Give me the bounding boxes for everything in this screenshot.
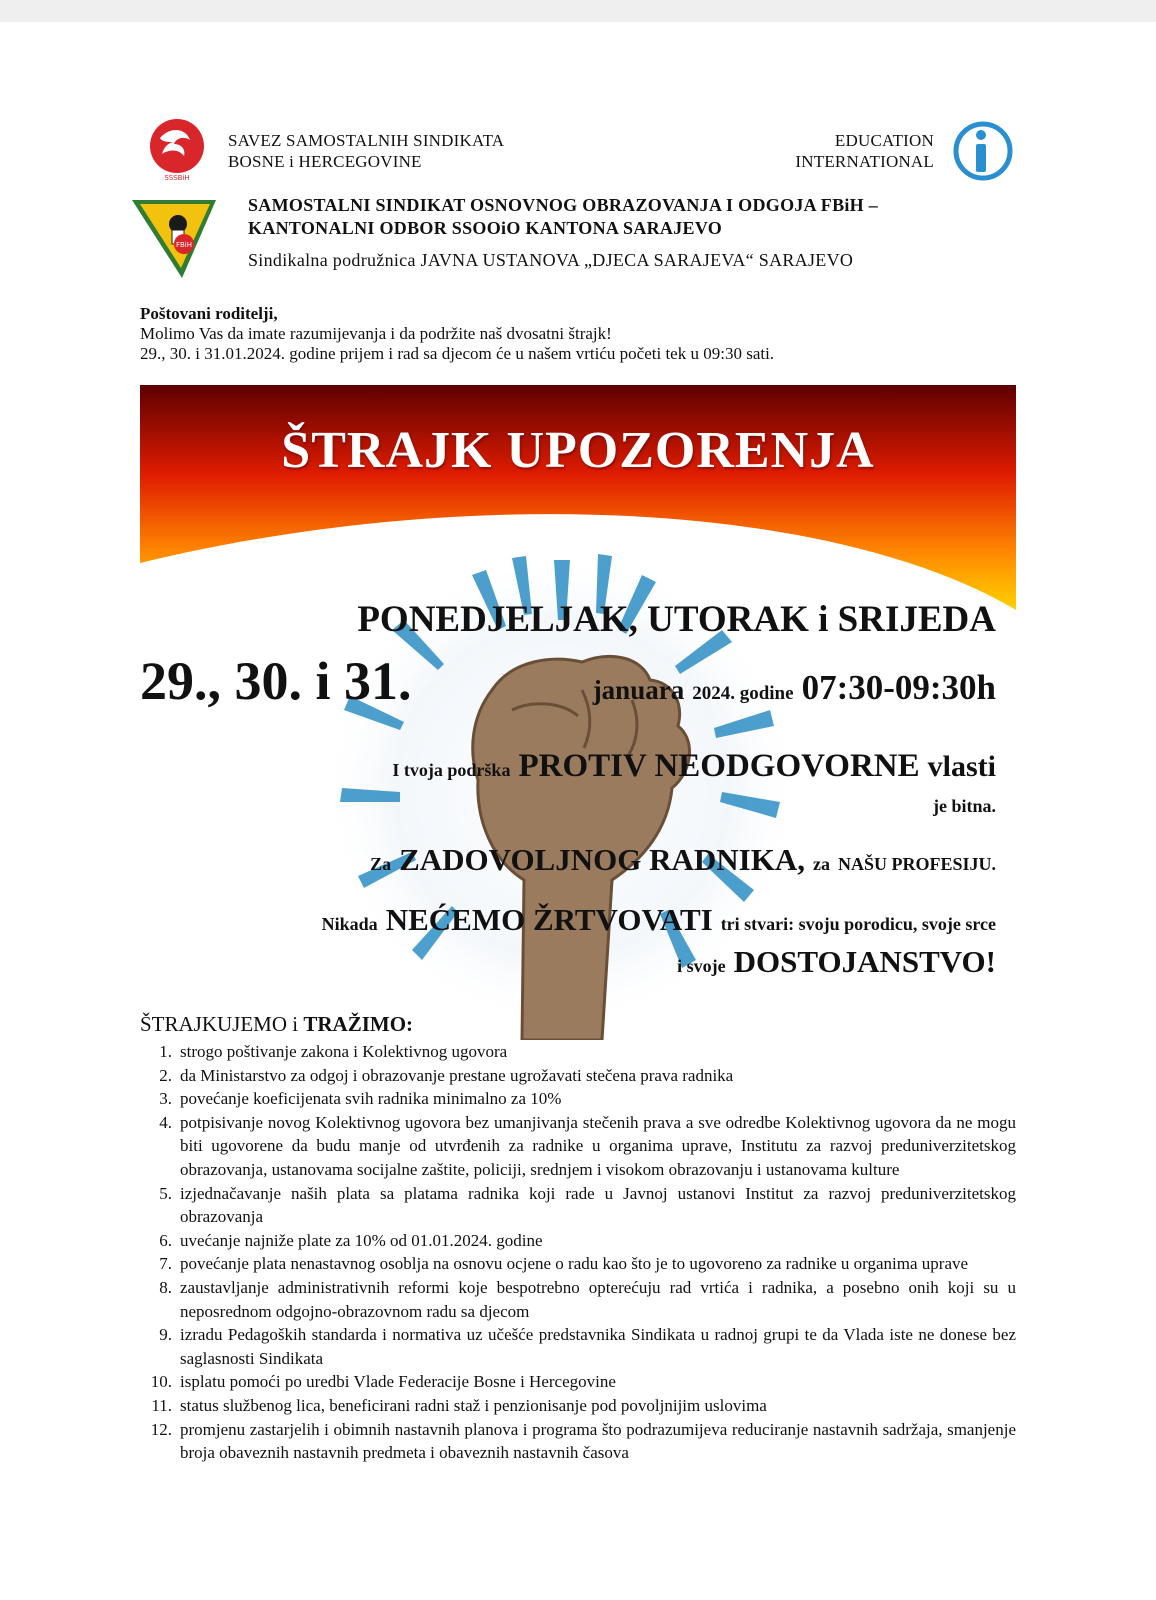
- demands-title-bold: TRAŽIMO:: [303, 1012, 414, 1036]
- support-prefix: I tvoja podrška: [392, 760, 511, 780]
- worker-mid: za: [812, 854, 830, 874]
- ei-name-line1: EDUCATION: [834, 131, 934, 150]
- education-international-logo-icon: [952, 120, 1014, 182]
- branch-logo-text: FBiH: [175, 241, 193, 249]
- never-rest: tri stvari: svoju porodicu, svoje srce: [720, 914, 996, 934]
- ei-name-line2: INTERNATIONAL: [795, 152, 934, 171]
- demand-item: 9. izradu Pedagoških standarda i normativa uz učešće predstavnika Sindikata u radnoj grupi te da Vlada iste ne donese bez saglasnosti Sindikata: [159, 1325, 1016, 1368]
- top-status-strip: [0, 0, 1156, 22]
- organization-subtitle: Sindikalna podružnica JAVNA USTANOVA „DJECA SARAJEVA“ SARAJEVO: [248, 250, 854, 270]
- demands-list: [140, 1040, 1016, 1465]
- support-slogan: [392, 748, 996, 785]
- organization-header: [248, 194, 1048, 272]
- worker-prefix: Za: [370, 854, 392, 874]
- demand-item: 5. izjednačavanje naših plata sa platama radnika koji rade u Javnoj ustanovi Institut za razvoj preduniverzitetskog obrazovanja: [159, 1183, 1016, 1227]
- strike-year: 2024. godine: [692, 683, 794, 704]
- strike-days: PONEDJELJAK, UTORAK i SRIJEDA: [357, 599, 996, 640]
- never-slogan: [322, 902, 996, 938]
- branch-union-logo-icon: [130, 198, 218, 280]
- banner-title: ŠTRAJK UPOZORENJA: [281, 422, 875, 479]
- union-logo-text: SSSBiH: [164, 174, 190, 182]
- support-main: PROTIV NEODGOVORNE: [518, 748, 920, 784]
- never-main: NEĆEMO ŽRTVOVATI: [385, 902, 713, 937]
- strike-month: januara: [592, 675, 685, 705]
- demand-item: 3. povećanje koeficijenata svih radnika minimalno za 10%: [159, 1089, 562, 1109]
- support-end: je bitna.: [933, 796, 996, 816]
- intro-line2: 29., 30. i 31.01.2024. godine prijem i rad sa djecom će u našem vrtiću početi tek u 09:30 sati.: [140, 344, 775, 363]
- demands-title: [140, 1012, 413, 1037]
- demand-item: 8. zaustavljanje administrativnih reformi koje bespotrebno opterećuju rad vrtića i radnika, a posebno onih koji su u neposrednom odgojno-obrazovnom radu sa djecom: [159, 1277, 1016, 1321]
- strike-dates-line: [140, 650, 996, 712]
- education-international-name: [795, 130, 934, 172]
- demand-item: 11. status službenog lica, beneficirani radni staž i penzionisanje pod povoljnijim uslovima: [151, 1395, 767, 1415]
- strike-dates: 29., 30. i 31.: [140, 651, 412, 711]
- demand-item: 10. isplatu pomoći po uredbi Vlade Federacije Bosne i Hercegovine: [150, 1372, 616, 1392]
- demand-item: 1. strogo poštivanje zakona i Kolektivnog ugovora: [159, 1042, 508, 1061]
- never-prefix: Nikada: [321, 914, 378, 934]
- dignity-prefix: i svoje: [677, 956, 726, 976]
- intro-line1: Molimo Vas da imate razumijevanja i da podržite naš dvosatni štrajk!: [140, 324, 612, 343]
- organization-title-line2: KANTONALNI ODBOR SSOOiO KANTONA SARAJEVO: [248, 218, 723, 238]
- union-name: [228, 130, 504, 172]
- greeting: Poštovani roditelji,: [140, 304, 278, 323]
- intro-text: [140, 304, 1040, 364]
- worker-slogan: [370, 842, 996, 878]
- worker-main: ZADOVOLJNOG RADNIKA,: [399, 842, 805, 877]
- union-name-line1: SAVEZ SAMOSTALNIH SINDIKATA: [228, 131, 505, 150]
- organization-title-line1: SAMOSTALNI SINDIKAT OSNOVNOG OBRAZOVANJA I ODGOJA FBiH –: [248, 195, 879, 215]
- demands-title-normal: ŠTRAJKUJEMO i: [140, 1012, 299, 1036]
- demand-item: 4. potpisivanje novog Kolektivnog ugovora bez umanjivanja stečenih prava a sve odredbe Kolektivnog ugovora da ne mogu biti ugovorene da budu manje od utvrđenih za radnike u organima uprave, Institutu za razvoj preduniverzitetskog obrazovanja, ustanovama socijalne zaštite, policiji, srednjem i visokom obrazovanju i ustanovama kulture: [159, 1112, 1016, 1179]
- demand-item: 2. da Ministarstvo za odgoj i obrazovanje prestane ugrožavati stečena prava radnika: [159, 1065, 734, 1085]
- support-suffix: vlasti: [927, 750, 996, 783]
- dignity-main: DOSTOJANSTVO!: [733, 944, 996, 979]
- demand-item: 7. povećanje plata nenastavnog osoblja na osnovu ocjene o radu kao što je to ugovoreno za radnike u organima uprave: [159, 1254, 969, 1274]
- worker-end: NAŠU PROFESIJU.: [837, 854, 996, 874]
- dignity-slogan: [677, 944, 996, 980]
- union-name-line2: BOSNE i HERCEGOVINE: [228, 152, 422, 171]
- demand-item: 6. uvećanje najniže plate za 10% od 01.01.2024. godine: [159, 1230, 543, 1250]
- union-logo-icon: [146, 118, 208, 182]
- strike-time: 07:30-09:30h: [801, 668, 996, 707]
- demand-item: 12. promjenu zastarjelih i obimnih nastavnih planova i programa što podrazumijeva reduciranje nastavnih sadržaja, smanjenje broja obaveznih nastavnih predmeta i obaveznih nastavnih časova: [150, 1419, 1016, 1463]
